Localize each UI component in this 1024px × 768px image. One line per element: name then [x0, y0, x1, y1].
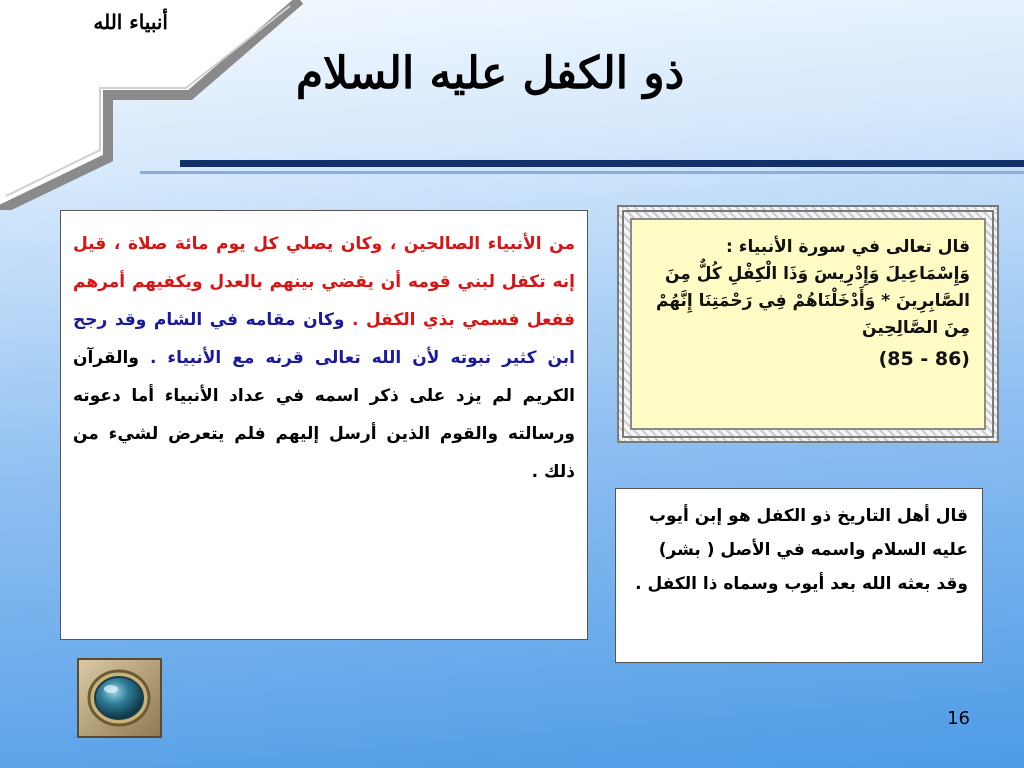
- title-underline-thin: [140, 171, 1024, 174]
- quran-intro: قال تعالى في سورة الأنبياء :: [726, 237, 970, 257]
- quran-verse-reference: (85 - 86): [878, 348, 970, 370]
- title-underline: [180, 160, 1024, 167]
- description-red-text: من الأنبياء الصالحين ، وكان يصلي كل يوم مائة صلاة ، قيل إنه تكفل لبني قومه أن يقضي بينهم بالعدل ويكفيهم أمرهم ففعل فسمي بذي الكفل .: [73, 234, 575, 330]
- slide-title: ذو الكفل عليه السلام: [295, 48, 685, 99]
- history-text-box: [615, 488, 983, 663]
- page-number: 16: [947, 708, 970, 729]
- description-blue-text: وكان مقامه في الشام وقد رجح ابن كثير نبوته لأن الله تعالى قرنه مع الأنبياء .: [73, 310, 575, 368]
- description-black-text: والقرآن الكريم لم يزد على ذكر اسمه في عداد الأنبياء أما دعوته ورسالته والقوم الذين أرسل إليهم فلم يتعرض لشيء من ذلك .: [73, 348, 575, 482]
- description-text-box: [60, 210, 588, 640]
- section-label: أنبياء الله: [93, 10, 168, 34]
- quran-verse-panel: [630, 218, 986, 430]
- quran-verse-frame: [617, 205, 999, 443]
- quran-verse-text: وَإِسْمَاعِيلَ وَإِدْرِيسَ وَذَا الْكِفْلِ كُلٌّ مِنَ الصَّابِرِينَ * وَأَدْخَلْنَاهُمْ فِي رَحْمَتِنَا إِنَّهُمْ مِنَ الصَّالِحِينَ: [655, 264, 970, 338]
- gem-button[interactable]: [77, 658, 162, 738]
- history-text: قال أهل التاريخ ذو الكفل هو إبن أيوب عليه السلام واسمه في الأصل ( بشر) وقد بعثه الله بعد أيوب وسماه ذا الكفل .: [635, 506, 968, 594]
- gem-icon: [79, 660, 160, 736]
